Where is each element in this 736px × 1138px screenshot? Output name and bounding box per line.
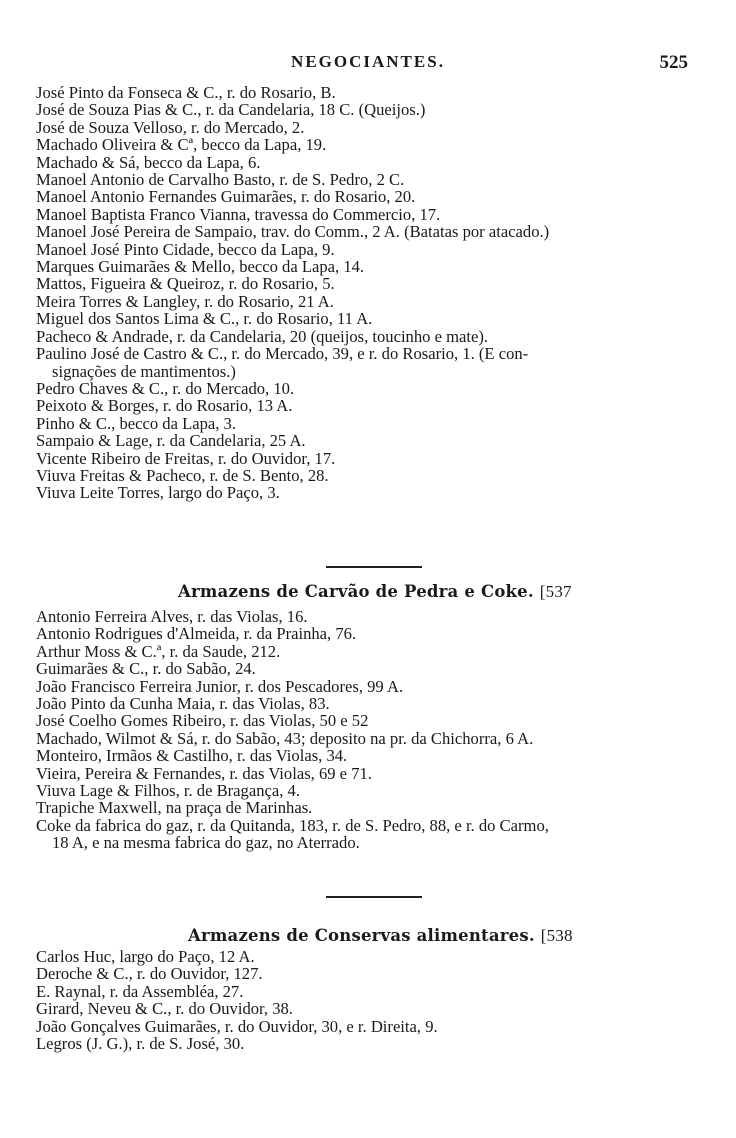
list-item: Girard, Neveu & C., r. do Ouvidor, 38. (36, 999, 293, 1019)
list-item: Viuva Lage & Filhos, r. de Bragança, 4. (36, 781, 300, 801)
list-item: Monteiro, Irmãos & Castilho, r. das Violas, 34. (36, 746, 348, 766)
list-item: Coke da fabrica do gaz, r. da Quitanda, 183, r. de S. Pedro, 88, e r. do Carmo, (36, 815, 549, 835)
section-divider (326, 566, 422, 568)
preserves-list (36, 948, 696, 1052)
list-item: Manoel Antonio de Carvalho Basto, r. de S. Pedro, 2 C. (36, 170, 405, 190)
list-item: Viuva Leite Torres, largo do Paço, 3. (36, 483, 280, 503)
list-item: Guimarães & C., r. do Sabão, 24. (36, 659, 256, 679)
list-item: Vicente Ribeiro de Freitas, r. do Ouvidor, 17. (36, 448, 336, 468)
section-divider (326, 896, 422, 898)
list-item: Arthur Moss & C.ª, r. da Saude, 212. (36, 641, 281, 661)
list-item: Manoel Baptista Franco Vianna, travessa do Commercio, 17. (36, 204, 441, 224)
section-ref-number: [538 (540, 926, 573, 945)
list-item: Paulino José de Castro & C., r. do Mercado, 39, e r. do Rosario, 1. (E con- (36, 344, 529, 364)
list-item: Trapiche Maxwell, na praça de Marinhas. (36, 798, 313, 818)
running-title: NEGOCIANTES. (291, 52, 445, 71)
list-item: Vieira, Pereira & Fernandes, r. das Violas, 69 e 71. (36, 763, 372, 783)
list-item: José de Souza Pias & C., r. da Candelaria, 18 C. (Queijos.) (36, 100, 426, 120)
list-item: Sampaio & Lage, r. da Candelaria, 25 A. (36, 431, 306, 451)
list-item: Machado, Wilmot & Sá, r. do Sabão, 43; deposito na pr. da Chichorra, 6 A. (36, 728, 534, 748)
list-item: João Gonçalves Guimarães, r. do Ouvidor, 30, e r. Direita, 9. (36, 1016, 438, 1036)
list-item: Pacheco & Andrade, r. da Candelaria, 20 (queijos, toucinho e mate). (36, 326, 489, 346)
list-item: Manoel José Pereira de Sampaio, trav. do Comm., 2 A. (Batatas por atacado.) (36, 222, 550, 242)
section-heading-coal (178, 582, 572, 602)
list-item-continuation: 18 A, e na mesma fabrica do gaz, no Aterrado. (52, 833, 360, 853)
page-header (0, 52, 736, 76)
list-item: Antonio Ferreira Alves, r. das Violas, 16. (36, 607, 308, 626)
coal-list (36, 608, 696, 852)
list-item: Mattos, Figueira & Queiroz, r. do Rosario, 5. (36, 274, 335, 294)
list-item: José de Souza Velloso, r. do Mercado, 2. (36, 117, 305, 137)
list-item: João Pinto da Cunha Maia, r. das Violas, 83. (36, 694, 330, 714)
list-item: Legros (J. G.), r. de S. José, 30. (36, 1034, 245, 1054)
list-item: Manoel José Pinto Cidade, becco da Lapa, 9. (36, 239, 335, 259)
list-item: E. Raynal, r. da Assembléa, 27. (36, 981, 244, 1001)
section-ref-number: [537 (539, 582, 572, 601)
list-item: Pedro Chaves & C., r. do Mercado, 10. (36, 378, 295, 398)
section-title-text: Armazens de Carvão de Pedra e Coke. (178, 582, 534, 601)
page-number: 525 (659, 52, 688, 73)
section-heading-preserves (188, 926, 573, 946)
list-item: Deroche & C., r. do Ouvidor, 127. (36, 964, 263, 984)
merchant-list (36, 84, 696, 502)
list-item: João Francisco Ferreira Junior, r. dos Pescadores, 99 A. (36, 676, 404, 696)
list-item: Pinho & C., becco da Lapa, 3. (36, 413, 237, 433)
list-item: Marques Guimarães & Mello, becco da Lapa, 14. (36, 257, 365, 277)
list-item: Viuva Freitas & Pacheco, r. de S. Bento, 28. (36, 465, 329, 485)
list-item-continuation: signações de mantimentos.) (52, 361, 236, 381)
list-item: Machado & Sá, becco da Lapa, 6. (36, 152, 261, 172)
list-item: Meira Torres & Langley, r. do Rosario, 21 A. (36, 291, 334, 311)
list-item: Miguel dos Santos Lima & C., r. do Rosario, 11 A. (36, 309, 373, 329)
list-item: Machado Oliveira & Cª, becco da Lapa, 19. (36, 135, 327, 155)
list-item: Carlos Huc, largo do Paço, 12 A. (36, 947, 255, 966)
list-item: Antonio Rodrigues d'Almeida, r. da Prainha, 76. (36, 624, 357, 644)
section-title-text: Armazens de Conservas alimentares. (188, 926, 535, 945)
list-item: José Pinto da Fonseca & C., r. do Rosario, B. (36, 83, 336, 102)
list-item: Manoel Antonio Fernandes Guimarães, r. do Rosario, 20. (36, 187, 416, 207)
list-item: José Coelho Gomes Ribeiro, r. das Violas, 50 e 52 (36, 711, 369, 731)
list-item: Peixoto & Borges, r. do Rosario, 13 A. (36, 396, 293, 416)
